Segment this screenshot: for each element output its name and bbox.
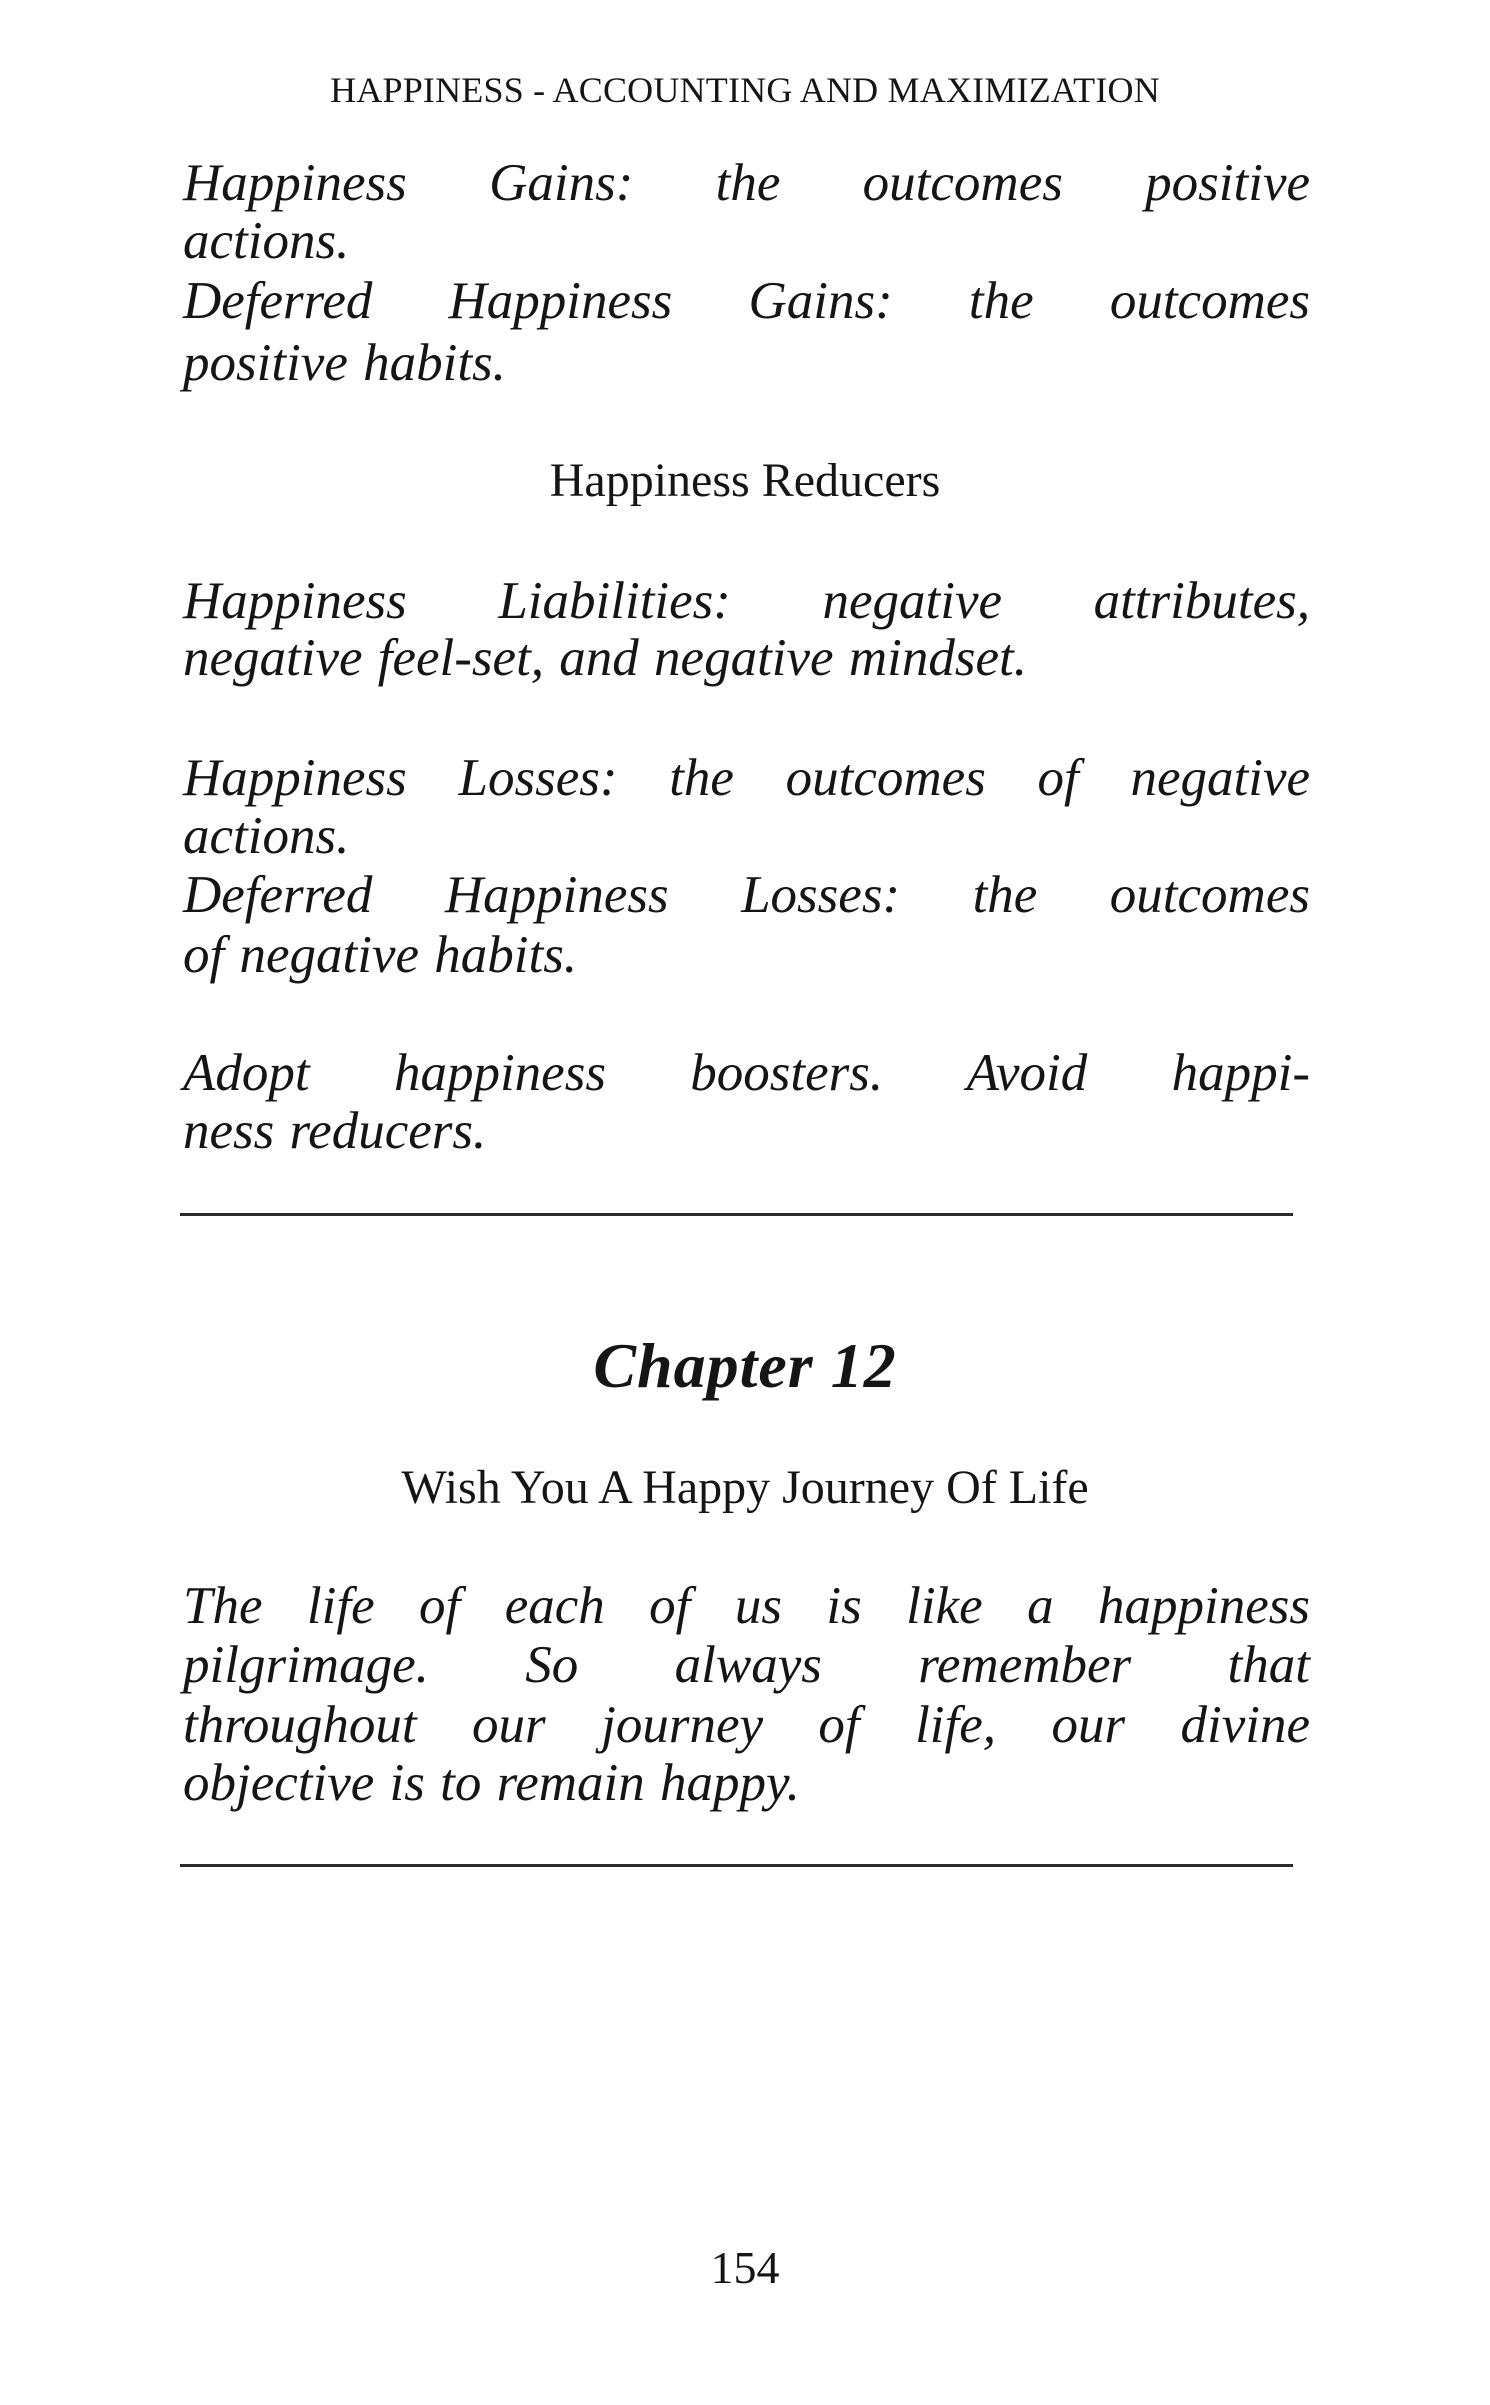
section-heading-reducers: Happiness Reducers [549,454,941,507]
page-number: 154 [710,2242,780,2293]
deferred-gains-line: positive habits. [183,334,506,392]
paragraph-line: pilgrimage. So always remember that [183,1636,1310,1694]
liabilities-line: Happiness Liabilities: negative attributes, [183,572,1310,630]
liabilities-line: negative feel-set, and negative mindset. [183,629,1027,687]
gains-line: actions. [183,212,350,270]
chapter-subtitle: Wish You A Happy Journey Of Life [401,1461,1089,1514]
section-divider [180,1213,1293,1216]
deferred-losses-line: Deferred Happiness Losses: the outcomes [183,866,1310,924]
chapter-end-divider [180,1864,1293,1867]
advice-line: Adopt happiness boosters. Avoid happi- [183,1044,1310,1102]
paragraph-line: objective is to remain happy. [183,1754,800,1812]
paragraph-line: The life of each of us is like a happiness [183,1577,1310,1635]
advice-line: ness reducers. [183,1102,487,1160]
gains-line: Happiness Gains: the outcomes positive [183,154,1310,212]
chapter-title: Chapter 12 [593,1330,897,1401]
losses-line: actions. [183,807,350,865]
losses-line: Happiness Losses: the outcomes of negative [183,749,1310,807]
running-header: HAPPINESS - ACCOUNTING AND MAXIMIZATION [330,70,1160,110]
deferred-losses-line: of negative habits. [183,926,578,984]
deferred-gains-line: Deferred Happiness Gains: the outcomes [183,272,1310,330]
paragraph-line: throughout our journey of life, our divine [183,1696,1310,1754]
